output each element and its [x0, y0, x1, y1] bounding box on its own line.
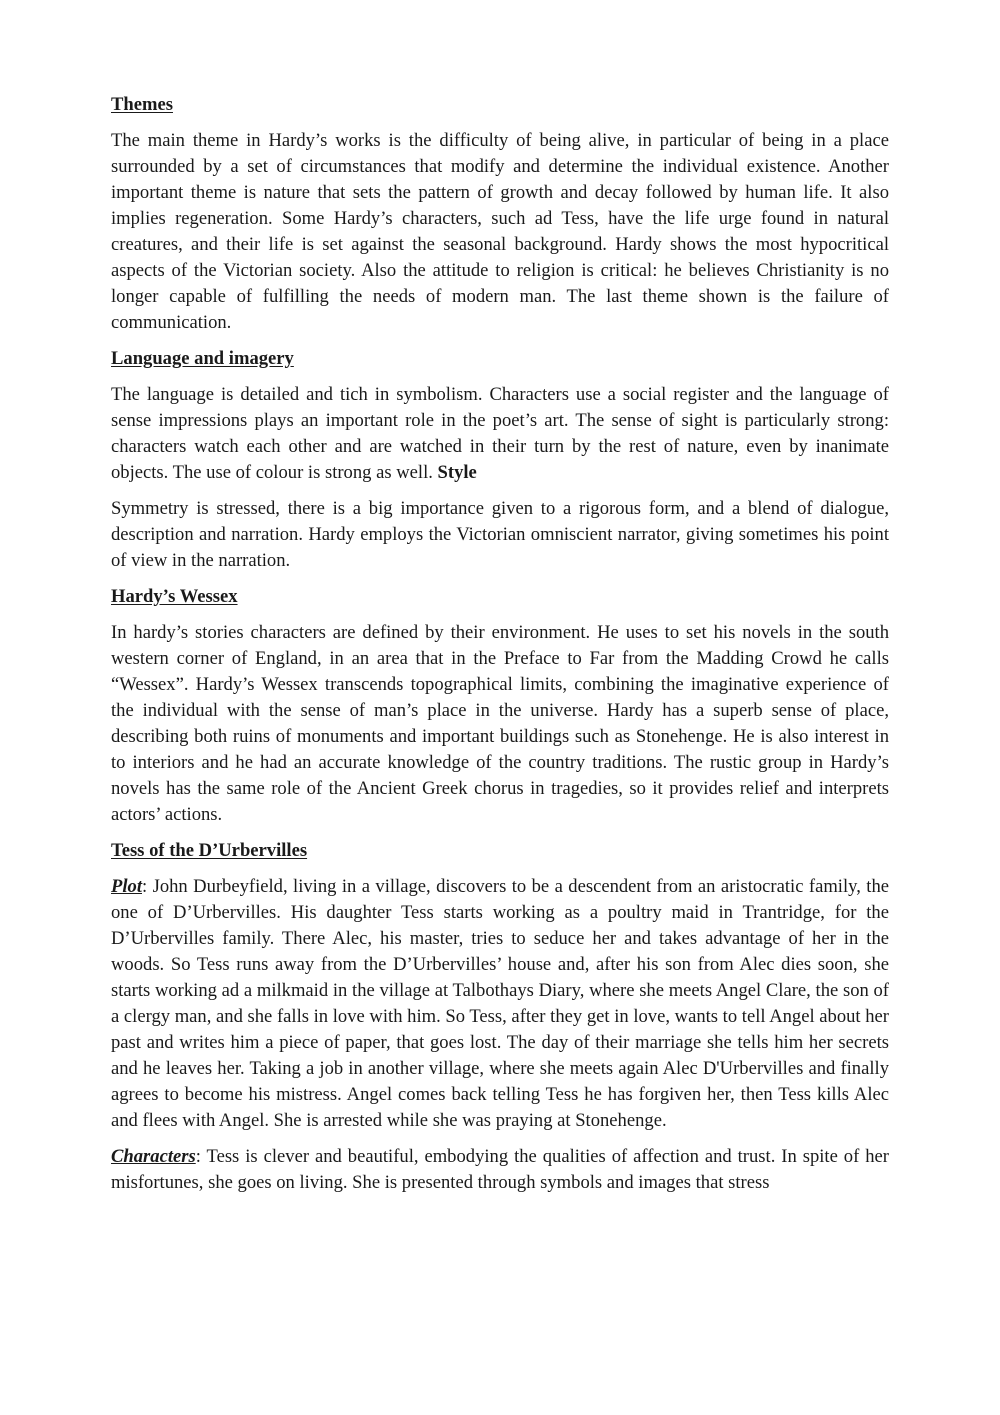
characters-paragraph [111, 1144, 889, 1196]
plot-paragraph [111, 874, 889, 1134]
style-inline-heading: Style [437, 462, 477, 483]
characters-label: Characters [111, 1146, 196, 1167]
themes-paragraph: The main theme in Hardy’s works is the difficulty of being alive, in particular of being in a place surrounded by a set of circumstances that modify and determine the individual existence. Another important theme is nature that sets the pattern of growth and decay followed by human life. It also implies regeneration. Some Hardy’s characters, such ad Tess, have the life urge found in natural creatures, and their life is set against the seasonal background. Hardy shows the most hypocritical aspects of the Victorian society. Also the attitude to religion is critical: he believes Christianity is no longer capable of fulfilling the needs of modern man. The last theme shown is the failure of communication. [111, 130, 889, 333]
section-heading-themes: Themes [111, 94, 173, 115]
section-heading-hardys-wessex: Hardy’s Wessex [111, 586, 238, 607]
characters-text: : Tess is clever and beautiful, embodying the qualities of affection and trust. In spite of her misfortunes, she goes on living. She is presented through symbols and images that stress [111, 1146, 889, 1193]
plot-label: Plot [111, 876, 142, 897]
document-page [111, 92, 889, 1206]
style-paragraph: Symmetry is stressed, there is a big importance given to a rigorous form, and a blend of dialogue, description and narration. Hardy employs the Victorian omniscient narrator, giving sometimes his point of view in the narration. [111, 498, 889, 571]
wessex-paragraph: In hardy’s stories characters are defined by their environment. He uses to set his novels in the south western corner of England, in an area that in the Preface to Far from the Madding Crowd he calls “Wessex”. Hardy’s Wessex transcends topographical limits, combining the imaginative experience of the individual with the sense of man’s place in the universe. Hardy has a superb sense of place, describing both ruins of monuments and important buildings such as Stonehenge. He is also interest in to interiors and he had an accurate knowledge of the country traditions. The rustic group in Hardy’s novels has the same role of the Ancient Greek chorus in tragedies, so it provides relief and interprets actors’ actions. [111, 622, 889, 825]
plot-text: : John Durbeyfield, living in a village, discovers to be a descendent from an aristocratic family, the one of D’Urbervilles. His daughter Tess starts working as a poultry maid in Trantridge, for the D’Urbervilles family. There Alec, his master, tries to seduce her and takes advantage of her in the woods. So Tess runs away from the D’Urbervilles’ house and, after his son from Alec dies soon, she starts working ad a milkmaid in the village at Talbothays Diary, where she meets Angel Clare, the son of a clergy man, and she falls in love with him. So Tess, after they get in love, wants to tell Angel about her past and writes him a piece of paper, that goes lost. The day of their marriage she tells him her secrets and he leaves her. Taking a job in another village, where she meets again Alec D'Urbervilles and finally agrees to become his mistress. Angel comes back telling Tess he has forgiven her, then Tess kills Alec and flees with Angel. She is arrested while she was praying at Stonehenge. [111, 876, 889, 1131]
language-imagery-paragraph [111, 382, 889, 486]
section-heading-language-imagery: Language and imagery [111, 348, 294, 369]
language-imagery-text: The language is detailed and tich in symbolism. Characters use a social register and the language of sense impressions plays an important role in the poet’s art. The sense of sight is particularly strong: characters watch each other and are watched in their turn by the rest of nature, even by inanimate objects. The use of colour is strong as well. [111, 384, 889, 483]
section-heading-tess: Tess of the D’Urbervilles [111, 840, 308, 861]
